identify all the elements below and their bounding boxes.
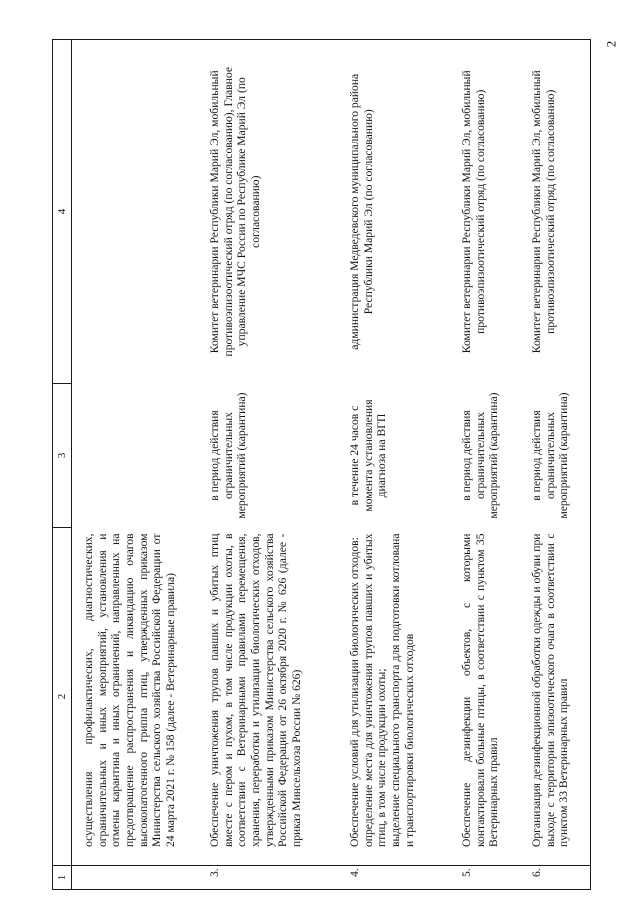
header-col-2: 2: [53, 528, 72, 866]
page-number: 2: [603, 40, 619, 48]
measure-period: в период действия ограничительных мероприятий (карантина): [208, 392, 249, 519]
measures-table: [52, 39, 591, 890]
measure-period: [72, 384, 199, 528]
table-row: [72, 40, 199, 890]
header-col-4: 4: [53, 40, 72, 384]
measure-responsible: администрация Медведевского муниципального района Республики Марий Эл (по согласованию): [338, 40, 450, 384]
table-row: [450, 40, 520, 890]
row-number: 3.: [198, 866, 338, 890]
measure-responsible: [72, 40, 199, 384]
measure-period: в период действия ограничительных мероприятий (карантина): [460, 392, 501, 519]
measure-description: осуществления профилактических, диагностических, ограничительных и иных мероприятий, установления и отмены карантина и иных ограничений, направленных на предотвращение распространения и ликвидацию очагов высокопатогенного гриппа птиц, утвержденных приказом Министерства сельского хозяйства Российской Федерации от 24 марта 2021 г. № 158 (далее - Ветеринарные правила): [72, 528, 199, 866]
description-line: выделение специального транспорта для подготовки котлована и транспортировки биологических отходов: [389, 533, 416, 847]
measure-description: Обеспечение дезинфекции объектов, с которыми контактировали больные птицы, в соответствии с пунктом 35 Ветеринарных правил: [450, 528, 520, 866]
table-row: [338, 40, 450, 890]
description-line: определение места для уничтожения трупов павших и убитых птиц, в том числе продукции охоты;: [361, 533, 389, 847]
description-line: Обеспечение условий для утилизации биологических отходов:: [348, 537, 361, 847]
table-row: [198, 40, 338, 890]
measure-period: в период действия ограничительных мероприятий (карантина): [520, 384, 591, 528]
measure-description: [338, 528, 450, 866]
measure-responsible: Комитет ветеринарии Республики Марий Эл, мобильный противоэпизоотический отряд (по согласованию): [520, 40, 591, 384]
row-number: 5.: [450, 866, 520, 890]
rotated-page-content: [52, 40, 612, 890]
measure-description: Организация дезинфекционной обработки одежды и обуви при выходе с территории эпизоотического очага в соответствии с пунктом 33 Ветеринарных правил: [520, 528, 591, 866]
table-header-row: [53, 40, 72, 890]
row-number: 4.: [338, 866, 450, 890]
measure-responsible: Комитет ветеринарии Республики Марий Эл, мобильный противоэпизоотический отряд (по согласованию): [450, 40, 520, 384]
row-number: [72, 866, 199, 890]
table-row: [520, 40, 591, 890]
header-col-3: 3: [53, 384, 72, 528]
measure-description: Обеспечение уничтожения трупов павших и убитых птиц вместе с пером и пухом, в том числе продукции охоты, в соответствии с Ветеринарными правилами перемещения, хранения, переработки и утилизации биологических отходов, утвержденными приказом Министерства сельского хозяйства Российской Федерации от 26 октября 2020 г. № 626 (далее - приказ Минсельхоза России № 626): [198, 528, 338, 866]
header-col-1: 1: [53, 866, 72, 890]
measure-responsible: Комитет ветеринарии Республики Марий Эл, мобильный противоэпизоотический отряд (по согласованию), Главное управление МЧС России по Республике Марий Эл (по согласованию): [198, 40, 338, 384]
row-number: 6.: [520, 866, 591, 890]
measure-period: в течение 24 часов с момента установления диагноза на ВГП: [348, 399, 389, 512]
